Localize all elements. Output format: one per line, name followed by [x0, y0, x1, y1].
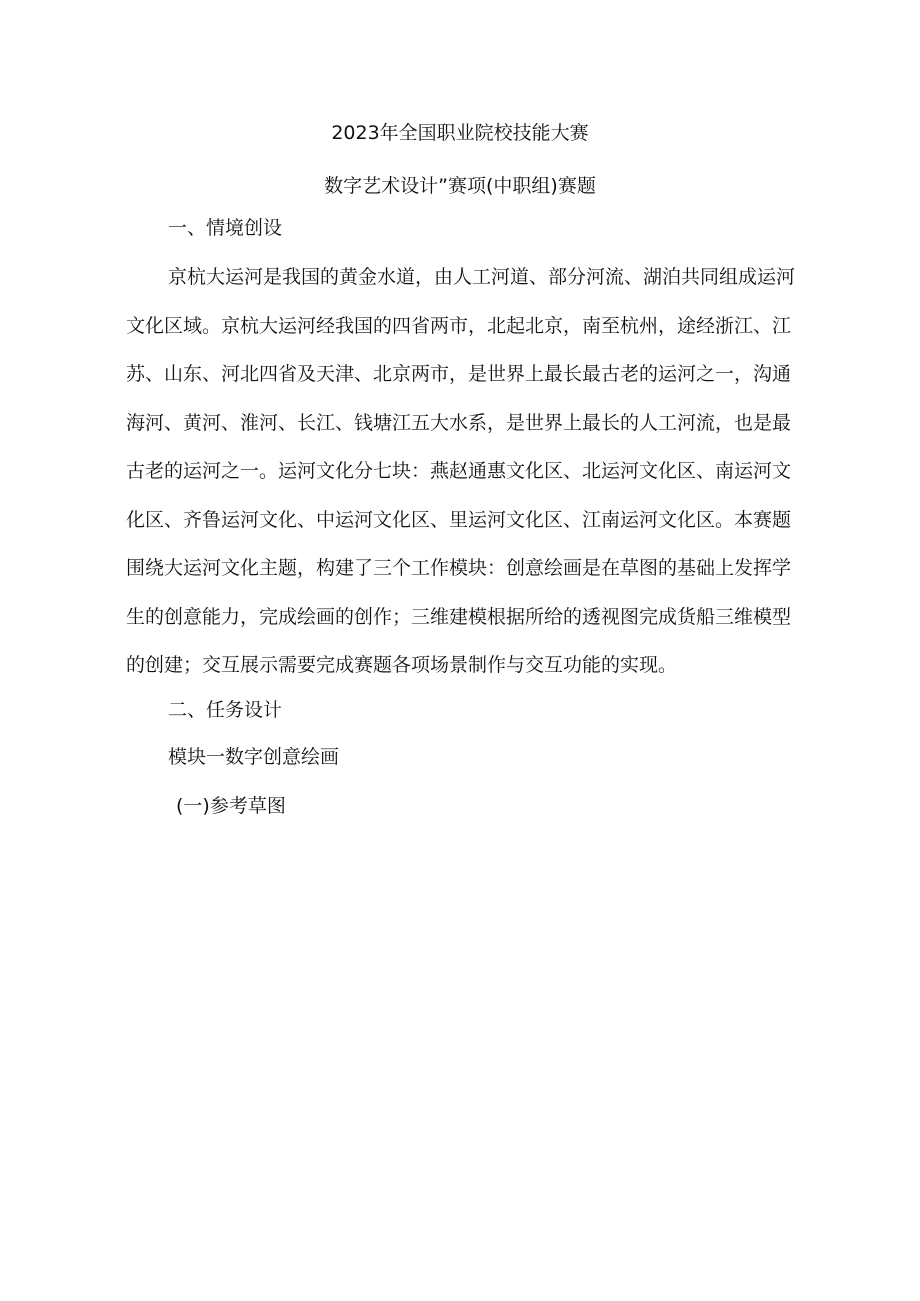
paragraph-line: 的创建；交互展示需要完成赛题各项场景制作与交互功能的实现。: [126, 654, 678, 676]
document-title-line-1: 2023年全国职业院校技能大赛: [331, 122, 589, 144]
document-title-line-2: 数字艺术设计”赛项(中职组)赛题: [324, 175, 596, 197]
paragraph-line: 苏、山东、河北四省及天津、北京两市，是世界上最长最古老的运河之一，沟通: [126, 363, 792, 385]
paragraph-line: 生的创意能力，完成绘画的创作；三维建模根据所给的透视图完成货船三维模型: [126, 606, 792, 628]
paragraph-line: 古老的运河之一。运河文化分七块：燕赵通惠文化区、北运河文化区、南运河文: [126, 460, 792, 482]
subsection-heading-reference-sketch: (一)参考草图: [176, 795, 286, 817]
paragraph-line: 京杭大运河是我国的黄金水道，由人工河道、部分河流、湖泊共同组成运河: [168, 266, 796, 288]
paragraph-line: 化区、齐鲁运河文化、中运河文化区、里运河文化区、江南运河文化区。本赛题: [126, 509, 792, 531]
paragraph-line: 围绕大运河文化主题，构建了三个工作模块：创意绘画是在草图的基础上发挥学: [126, 557, 792, 579]
section-heading-task-design: 二、任务设计: [168, 699, 283, 721]
paragraph-line: 文化区域。京杭大运河经我国的四省两市，北起北京，南至杭州，途经浙江、江: [126, 315, 792, 337]
module-heading: 模块一数字创意绘画: [168, 746, 340, 768]
section-heading-scenario: 一、情境创设: [168, 217, 283, 239]
paragraph-line: 海河、黄河、淮河、长江、钱塘江五大水系，是世界上最长的人工河流，也是最: [126, 412, 792, 434]
